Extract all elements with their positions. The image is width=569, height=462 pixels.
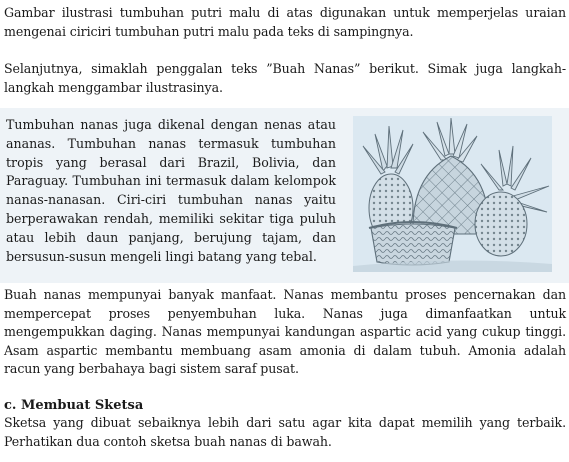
pineapple-sketch-icon [353, 116, 552, 272]
sketch-intro-paragraph: Sketsa yang dibuat sebaiknya lebih dari satu agar kita dapat memilih yang terbaik. Perhatikan dua contoh sketsa buah nanas di bawah. [4, 415, 566, 449]
instruction-paragraph: Selanjutnya, simaklah penggalan teks ”Buah Nanas” berikut. Simak juga langkah-langkah menggambar ilustrasinya. [4, 61, 566, 95]
intro-paragraph: Gambar ilustrasi tumbuhan putri malu di atas digunakan untuk memperjelas uraian mengenai ciriciri tumbuhan putri malu pada teks di sampingnya. [4, 5, 566, 39]
pineapple-description-paragraph: Tumbuhan nanas juga dikenal dengan nenas atau ananas. Tumbuhan nanas termasuk tumbuhan tropis yang berasal dari Brazil, Bolivia, dan Paraguay. Tumbuhan ini termasuk dalam kelompok nanas-nanasan. Ciri-ciri tumbuhan nanas yaitu berperawakan rendah, memiliki sekitar tiga puluh atau lebih daun panjang, berujung tajam, dan bersusun-susun mengeli lingi batang yang tebal. [6, 117, 336, 264]
benefits-paragraph: Buah nanas mempunyai banyak manfaat. Nanas membantu proses pencernakan dan mempercepat proses penyembuhan luka. Nanas juga dimanfaatkan untuk mengempukkan daging. Nanas mempunyai kandungan aspartic acid yang cukup tinggi. Asam aspartic membantu membuang asam amonia di dalam tubuh. Amonia adalah racun yang berbahaya bagi sistem saraf pusat. [4, 287, 566, 376]
pineapple-illustration [353, 116, 552, 272]
section-heading: c. Membuat Sketsa [4, 398, 144, 413]
reading-excerpt-box [0, 108, 569, 283]
